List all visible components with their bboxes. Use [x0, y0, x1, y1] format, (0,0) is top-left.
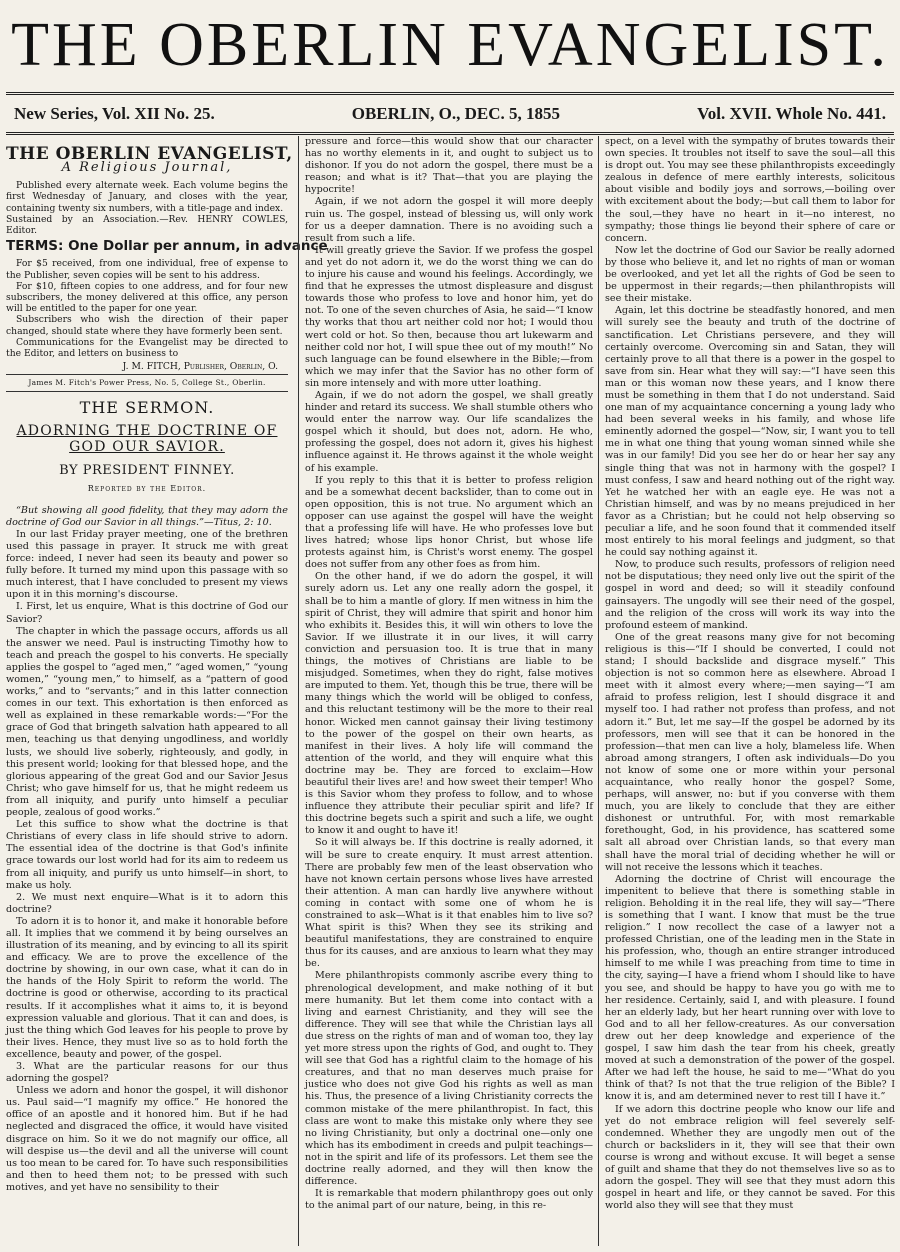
paragraph: One of the great reasons many give for not becoming religious is this—“If I should be converted, I could not stand; I should backslide and disgrace myself.” This objection is not so common here as elsewhere. Abroad I meet with it almost every where;—men saying—“I am afraid to profess religion, lest I should disgrace it and myself too. I had rather not profess than profess, and not adorn it.” But, let me say—If the gospel be adorned by its professors, men will see that it can be honored in the profession—that men can live a holy, blameless life. When abroad among strangers, I often ask individuals—Do you not know of some one or more within your personal acquaintance, who really honor the gospel? Some, perhaps, will answer, no: but if you converse with them much, you are likely to conclude that they are either dishonest or untruthful. For, with most remarkable forethought, God, in his providence, has scattered some salt all abroad over Christian lands, so that every man shall have the moral trial of deciding whether he will or will not receive the lessons which it teaches.	[605, 631, 895, 873]
paragraph: Now let the doctrine of God our Savior be really adorned by those who believe it, and let no rights of man or woman be overlooked, and yet let all the rights of God be seen to be uppermost in their regards;—then philanthropists will see their mistake.	[605, 244, 895, 305]
paragraph: spect, on a level with the sympathy of brutes towards their own species. It troubles not itself to save the soul—all this is dropt out. You may see these philanthropists exceedingly zealous in defence of mere earthly interests, solicitous about visible and bodily joys and sorrows,—boiling over with excitement about the body;—but call them to labor for the soul,—they have no heart in it—no interest, no sympathy; those things lie beyond their sphere of care or concern.	[605, 136, 895, 244]
masthead	[0, 0, 900, 90]
paragraph: Again, let this doctrine be steadfastly honored, and men will surely see the beauty and truth of the doctrine of sanctification. Let Christians persevere, and they will certainly overcome. Overcoming sin and Satan, they will certainly prove to all that there is a power in the gospel to save from sin. Hear what they will say:—“I have seen this man or this woman now these years, and I know there must be something in them that I do not understand. Said one man of my acquaintance concerning a young lady who had been several weeks in his family, and whose life eminently adorned the gospel—“Now, sir, I want you to tell me in what one thing that young woman sinned while she was in our family! Did you see her do or hear her say any single thing that was not in harmony with the gospel? I must confess, I saw and heard nothing out of the right way. Yet he watched her with an eagle eye. He was not a Christian himself, and was by no means prejudiced in her favor as a Christian; but he could not help observing so peculiar a life, and he soon found that it commended itself most entirely to his moral feelings and judgment, so that he could say nothing against it.	[605, 305, 895, 559]
paragraph: It is remarkable that modern philanthropy goes out only to the animal part of our nature, being, in this re-	[305, 1188, 593, 1212]
publishing-info: Published every alternate week. Each volume begins the first Wednesday of January, and closes with the year, containing twenty six numbers, with a title-page and index.	[6, 180, 288, 214]
terms-heading: TERMS: One Dollar per annum, in advance	[6, 238, 328, 255]
paragraph: Mere philanthropists commonly ascribe every thing to phrenological development, and make nothing of it but mere humanity. But let them come into contact with a living and earnest Christianity, and they will see the difference. They will see that while the Christian lays all due stress on the rights of man and of woman too, they lay yet more stress upon the rights of God, and ought to. They will see that God has a rightful claim to the homage of his creatures, and that no man deserves much praise for justice who does not give God his rights as well as man his. Thus, the presence of a living Christianity corrects the common mistake of the mere philanthropist. In fact, this class are wont to make this mistake only where they see no living Christianity, but only a doctrinal one—only one which has its embodiment in creeds and pulpit teachings—not in the spirit and life of its professors. Let them see the doctrine really adorned, and they will then know the difference.	[305, 970, 593, 1188]
paragraph: If you reply to this that it is better to profess religion and be a somewhat decent backslider, than to come out in open opposition, this is not true. No argument which an opposer can use against the gospel will have the weight that a professing life will have. He who professes love but lives hatred; whose lips honor Christ, but whose life protests against him, is Christ's worst enemy. The gospel does not suffer from any other foes as from him.	[305, 474, 593, 571]
paragraph: On the other hand, if we do adorn the gospel, it will surely adorn us. Let any one really adorn the gospel, it shall be to him a mantle of glory. If men witness in him the spirit of Christ, they will admire that spirit and honor him who exhibits it. Besides this, it will win others to love the Savior. If we illustrate it in our lives, it will carry conviction and persuasion too. It is true that in many things, the motives of Christians are liable to be misjudged. Sometimes, when they do right, false motives are imputed to them. Yet, though this be true, there will be many things which the world will be obliged to confess, and this reluctant testimony will be the more to their real honor. Wicked men cannot gainsay their living testimony to the power of the gospel on their own hearts, as manifest in their lives. A holy life will command the attention of the world, and they will enquire what this doctrine may be. They are forced to exclaim—How beautiful their lives are! and how sweet their temper! Who is this Savior whom they profess to follow, and to whose influence they attribute their peculiar spirit and life? If this doctrine begets such a spirit and such a life, we ought to know it and ought to have it!	[305, 571, 593, 837]
place-date: OBERLIN, O., DEC. 5, 1855	[351, 104, 561, 123]
paragraph: To adorn it is to honor it, and make it honorable before all. It implies that we commend it by being ourselves an illustration of its meaning, and by evincing to all its spirit and efficacy. We are to prove the excellence of the doctrine by showing, in our own case, what it can do in the hands of the Holy Spirit to reform the world. The doctrine is good or otherwise, according to its practical results. If it accomplishes what it aims to, it is beyond expression valuable and glorious. That it can and does, is just the thing which God leaves for his people to prove by their lives. Hence, they must live so as to hold forth the excellence, beauty and power, of the gospel.	[6, 915, 288, 1060]
column-1	[6, 136, 328, 1246]
dateline-rule	[6, 132, 894, 135]
paragraph: Let this suffice to show what the doctrine is that Christians of every class in life should strive to adorn. The essential idea of the doctrine is that God's infinite grace towards our lost world had for its aim to redeem us from all iniquity, and purify us unto himself—in short, to make us holy.	[6, 819, 288, 891]
top-rule	[6, 92, 894, 95]
paragraph: Now, to produce such results, professors of religion need not be disputatious; they need only live out the spirit of the gospel in word and deed; so will it steadily confound gainsayers. The ungodly will see their need of the gospel, and the religion of the cross will work its way into the profound esteem of mankind.	[605, 559, 895, 631]
column-2	[298, 136, 593, 1246]
paragraph: If we adorn this doctrine people who know our life and yet do not embrace religion will feel severely self-condemned. Whether they are ungodly men out of the church or backsliders in it, they will see that their own course is wrong and without excuse. It will beget a sense of guilt and shame that they do not themselves live so as to adorn the gospel. They will see that they must adorn this gospel in heart and life, or they cannot be saved. For this world also they will see that they must	[605, 1103, 895, 1212]
paragraph: Again, if we not adorn the gospel it will more deeply ruin us. The gospel, instead of blessing us, will only work for us a deeper damnation. There is no avoiding such a result from such a life.	[305, 196, 593, 244]
paper-name: THE OBERLIN EVANGELIST,	[6, 144, 293, 164]
terms-item: For $5 received, from one individual, free of expense to the Publisher, seven copies will be sent to his address.	[6, 258, 288, 281]
paragraph: I. First, let us enquire, What is this doctrine of God our Savior?	[6, 601, 288, 625]
press-line: James M. Fitch's Power Press, No. 5, College St., Oberlin.	[6, 374, 288, 392]
terms-item: Communications for the Evangelist may be directed to the Editor, and letters on business to	[6, 336, 288, 359]
paragraph: 3. What are the particular reasons for our thus adorning the gospel?	[6, 1061, 288, 1085]
paragraph: 2. We must next enquire—What is it to adorn this doctrine?	[6, 891, 288, 915]
volume-info: Vol. XVII. Whole No. 441.	[697, 104, 886, 123]
publisher: J. M. FITCH, Publisher, Oberlin, O.	[122, 361, 278, 373]
sermon-title: ADORNING THE DOCTRINE OF GOD OUR SAVIOR.	[16, 422, 278, 455]
reported-by: Reported by the Editor.	[87, 483, 207, 493]
paragraph: In our last Friday prayer meeting, one of the brethren used this passage in prayer. It struck me with great force: indeed, I never had seen its beauty and power so fully before. It turned my mind upon this passage with so much interest, that I have concluded to present my views upon it in this morning's discourse.	[6, 528, 288, 601]
column-3	[598, 136, 895, 1246]
terms-item: For $10, fifteen copies to one address, and for four new subscribers, the money delivered at this office, any person will be entitled to the paper for one year.	[6, 280, 288, 315]
columns	[6, 136, 894, 1246]
paragraph: Unless we adorn and honor the gospel, it will dishonor us. Paul said—“I magnify my office.” He honored the office of an apostle and it honored him. But if he had neglected and disgraced the office, it would have visited disgrace on him. So it we do not magnify our office, all will despise us—the devil and all the universe will count us too mean to be cared for. To have such responsibilities and then to heed them not; to be pressed with such motives, and yet have no sensibility to their	[6, 1085, 288, 1193]
byline: BY PRESIDENT FINNEY.	[59, 462, 235, 478]
series-info: New Series, Vol. XII No. 25.	[14, 104, 215, 123]
paper-subtitle: A Religious Journal,	[61, 160, 233, 176]
newspaper-title: THE OBERLIN EVANGELIST.	[11, 11, 889, 79]
sustained-by: Sustained by an Association.—Rev. HENRY COWLES, Editor.	[6, 213, 288, 236]
terms-item: Subscribers who wish the direction of their paper changed, should state where they have formerly been sent.	[6, 314, 288, 337]
paragraph: Adorning the doctrine of Christ will encourage the impenitent to believe that there is something stable in religion. Beholding it in the real life, they will say—“There is something that I want. I know that must be the true religion.” I now recollect the case of a lawyer not a professed Christian, one of the leading men in the State in his profession, who, though an entire stranger introduced himself to me while I was preaching from time to time in the city, saying—I have a friend whom I should like to have you see, and should be happy to have you go with me to her residence. Certainly, said I, and with pleasure. I found her an elderly lady, but her heart running over with love to God and to all her fellow-creatures. As our conversation drew out her deep knowledge and experience of the gospel, I saw him dash the tear from his cheek, greatly moved at such a demonstration of the power of the gospel. After we had left the house, he said to me—“What do you think of that? Is not that the true religion of the Bible? I know it is, and am determined never to rest till I have it.”	[605, 873, 895, 1103]
epigraph: “But showing all good fidelity, that they may adorn the doctrine of God our Savior in all things.”—Titus, 2: 10.	[6, 504, 288, 528]
dateline	[14, 100, 886, 128]
section-heading: THE SERMON.	[79, 398, 215, 418]
paragraph: Again, if we do not adorn the gospel, we shall greatly hinder and retard its success. We shall stumble others who would enter the narrow way. Our life scandalizes the gospel which it should, but does not, adorn. He who, professing the gospel, does not adorn it, gives his highest influence against it. He throws against it the whole weight of his example.	[305, 389, 593, 474]
paragraph: So it will always be. If this doctrine is really adorned, it will be sure to create enquiry. It must arrest attention. There are probably few men of the least observation who have not known certain persons whose lives have arrested their attention. A man can hardly live anywhere without coming in contact with some one of whom he is constrained to ask—What is it that enables him to live so? What spirit is this? When they see its striking and beautiful manifestations, they are constrained to enquire thus for its causes, and are anxious to learn what they may be.	[305, 837, 593, 970]
paragraph: pressure and force—this would show that our character has no worthy elements in it, and ought to subject us to dishonor. If you do not adorn the gospel, there must be a reason; and what is it? That—that you are playing the hypocrite!	[305, 136, 593, 196]
paragraph: It will greatly grieve the Savior. If we profess the gospel and yet do not adorn it, we do the worst thing we can do to injure his cause and wound his feelings. Accordingly, we find that he expresses the utmost displeasure and disgust towards those who profess to love and honor him, yet do not. To one of the seven churches of Asia, he said—“I know thy works that thou art neither cold nor hot; I would thou wert cold or hot. So then, because thou art lukewarm and neither cold nor hot, I will spue thee out of my mouth!” No such language can be found elsewhere in the Bible;—from which we may infer that the Savior has no other form of sin more intensely and with more utter loathing.	[305, 244, 593, 389]
paragraph: The chapter in which the passage occurs, affords us all the answer we need. Paul is instructing Timothy how to teach and preach the gospel to his converts. He specially applies the gospel to “aged men,” “aged women,” “young women,” “young men,” to himself, as a “pattern of good works,” and to “servants;” and in this latter connection comes in our text. This exhortation is then enforced as well as explained in these remarkable words:—“For the grace of God that bringeth salvation hath appeared to all men, teaching us that denying ungodliness, and worldly lusts, we should live soberly, righteously, and godly, in this present world; looking for that blessed hope, and the glorious appearing of the great God and our Savior Jesus Christ; who gave himself for us, that he might redeem us from all iniquity, and purify unto himself a peculiar people, zealous of good works.”	[6, 625, 288, 819]
